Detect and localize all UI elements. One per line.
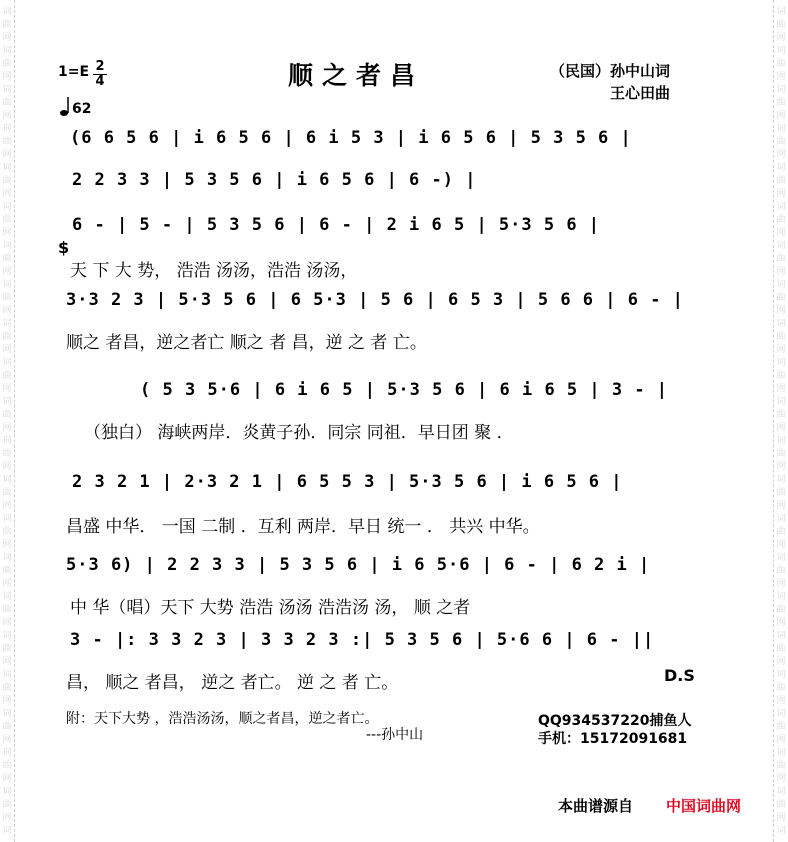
watermark-glyph: 曲 [2,410,12,420]
notation-line-5: ( 5 3 5·6 | 6 i 6 5 | 5·3 5 6 | 6 i 6 5 | 3 - | [140,380,669,400]
watermark-glyph: 词 [776,748,786,758]
lyric-line-6: 昌， 顺之 者昌， 逆之 者亡。 逆 之 者 亡。 [66,673,399,693]
watermark-glyph: 曲 [2,59,12,69]
lyric-line-4: 昌盛 中华． 一国 二制 ．互利 两岸．早日 统一 ． 共兴 中华。 [66,517,540,537]
watermark-glyph: 词 [776,280,786,290]
watermark-glyph: 曲 [2,176,12,186]
notation-line-7: 5·3 6) | 2 2 3 3 | 5 3 5 6 | i 6 5·6 | 6 - | 6 2 i | [66,555,651,575]
watermark-glyph: 网 [2,345,12,355]
watermark-glyph: 曲 [776,332,786,342]
watermark-glyph: 网 [2,657,12,667]
watermark-glyph: 网 [2,33,12,43]
watermark-glyph: 网 [776,111,786,121]
watermark-glyph: 网 [2,267,12,277]
source-label: 本曲谱源自 [558,797,634,815]
watermark-glyph: 曲 [2,20,12,30]
watermark-glyph: 词 [2,46,12,56]
watermark-glyph: 曲 [776,98,786,108]
watermark-glyph: 词 [2,241,12,251]
watermark-glyph: 词 [776,826,786,836]
qq-contact: QQ934537220捕鱼人 [538,713,692,729]
watermark-glyph: 曲 [2,137,12,147]
watermark-glyph: 词 [776,631,786,641]
watermark-glyph: 曲 [2,605,12,615]
lyric-line-2: 顺之 者昌，逆之者亡 顺之 者 昌，逆 之 者 亡。 [66,333,427,353]
watermark-glyph: 网 [776,618,786,628]
watermark-glyph: 网 [2,384,12,394]
segno-icon: $ [58,238,70,257]
watermark-glyph: 词 [2,553,12,563]
watermark-glyph: 曲 [776,59,786,69]
watermark-glyph: 词 [776,319,786,329]
watermark-glyph: 词 [2,787,12,797]
watermark-glyph: 网 [776,579,786,589]
watermark-glyph: 词 [2,397,12,407]
watermark-glyph: 网 [2,111,12,121]
watermark-glyph: 网 [776,735,786,745]
watermark-glyph: 网 [2,696,12,706]
watermark-glyph: 曲 [776,137,786,147]
watermark-glyph: 曲 [776,20,786,30]
watermark-glyph: 词 [2,163,12,173]
watermark-glyph: 网 [776,462,786,472]
watermark-glyph: 曲 [2,800,12,810]
watermark-glyph: 词 [776,475,786,485]
watermark-glyph: 词 [776,592,786,602]
appendix-note: 附：天下大势 ，浩浩汤汤，顺之者昌，逆之者亡。 [66,711,379,727]
watermark-glyph: 词 [2,475,12,485]
watermark-glyph: 词 [776,358,786,368]
watermark-glyph: 网 [776,306,786,316]
watermark-glyph: 词 [776,7,786,17]
watermark-glyph: 词 [776,553,786,563]
watermark-glyph: 曲 [2,98,12,108]
watermark-glyph: 网 [2,150,12,160]
phone-contact: 手机：15172091681 [538,731,688,747]
watermark-glyph: 曲 [776,410,786,420]
watermark-glyph: 词 [776,436,786,446]
watermark-glyph: 词 [776,709,786,719]
watermark-glyph: 曲 [776,488,786,498]
watermark-glyph: 曲 [776,761,786,771]
watermark-glyph: 曲 [776,176,786,186]
song-title: 顺之者昌 [288,61,425,90]
watermark-glyph: 网 [776,345,786,355]
appendix-attribution: ---孙中山 [366,727,424,743]
watermark-glyph: 网 [2,72,12,82]
watermark-glyph: 曲 [2,215,12,225]
watermark-glyph: 词 [2,124,12,134]
lyric-line-5: 中 华（唱）天下 大势 浩浩 汤汤 浩浩汤 汤， 顺 之者 [70,598,471,618]
watermark-glyph: 曲 [776,215,786,225]
watermark-glyph: 网 [776,72,786,82]
watermark-glyph: 网 [776,150,786,160]
watermark-glyph: 曲 [2,644,12,654]
watermark-glyph: 曲 [2,488,12,498]
watermark-glyph: 网 [2,501,12,511]
watermark-glyph: 曲 [776,254,786,264]
notation-line-8: 3 - |: 3 3 2 3 | 3 3 2 3 :| 5 3 5 6 | 5·6 6 | 6 - || [70,630,655,650]
watermark-glyph: 网 [776,189,786,199]
watermark-glyph: 词 [2,280,12,290]
watermark-glyph: 词 [2,85,12,95]
notation-line-4: 3·3 2 3 | 5·3 5 6 | 6 5·3 | 5 6 | 6 5 3 | 5 6 6 | 6 - | [66,290,684,310]
watermark-glyph: 网 [2,579,12,589]
watermark-glyph: 网 [776,774,786,784]
key-signature: 1=E [58,64,90,80]
watermark-glyph: 曲 [2,683,12,693]
lyric-line-1: 天 下 大 势， 浩浩 汤汤，浩浩 汤汤， [70,261,358,281]
watermark-glyph: 网 [776,267,786,277]
watermark-glyph: 网 [776,501,786,511]
tempo-value: 62 [72,101,92,117]
watermark-glyph: 词 [2,514,12,524]
watermark-glyph: 曲 [2,566,12,576]
watermark-glyph: 词 [776,85,786,95]
lyricist-credit: （民国）孙中山词 [550,62,671,80]
watermark-glyph: 曲 [776,644,786,654]
watermark-glyph: 词 [776,670,786,680]
notation-line-2: 2 2 3 3 | 5 3 5 6 | i 6 5 6 | 6 -) | [72,170,477,190]
watermark-glyph: 词 [776,46,786,56]
watermark-glyph: 词 [2,709,12,719]
watermark-glyph: 词 [2,670,12,680]
watermark-glyph: 网 [2,306,12,316]
watermark-glyph: 词 [2,436,12,446]
watermark-glyph: 词 [776,514,786,524]
watermark-glyph: 网 [2,423,12,433]
watermark-glyph: 曲 [776,527,786,537]
watermark-glyph: 曲 [776,566,786,576]
watermark-glyph: 词 [2,748,12,758]
time-signature-top: 2 [95,59,105,74]
watermark-glyph: 网 [776,33,786,43]
notation-line-3: 6 - | 5 - | 5 3 5 6 | 6 - | 2 i 6 5 | 5·3 5 6 | [72,215,601,235]
watermark-glyph: 网 [2,813,12,823]
watermark-glyph: 曲 [776,605,786,615]
time-signature-bottom: 4 [93,74,107,89]
watermark-glyph: 词 [2,7,12,17]
watermark-glyph: 词 [776,241,786,251]
watermark-glyph: 曲 [776,371,786,381]
watermark-glyph: 网 [776,657,786,667]
watermark-glyph: 词 [776,202,786,212]
watermark-glyph: 网 [2,618,12,628]
watermark-glyph: 曲 [776,722,786,732]
watermark-glyph: 网 [776,423,786,433]
watermark-glyph: 网 [776,813,786,823]
watermark-glyph: 网 [776,696,786,706]
notation-line-6: 2 3 2 1 | 2·3 2 1 | 6 5 5 3 | 5·3 5 6 | i 6 5 6 | [72,472,623,492]
watermark-glyph: 网 [2,189,12,199]
watermark-glyph: 词 [2,358,12,368]
watermark-glyph: 网 [2,228,12,238]
watermark-glyph: 词 [776,163,786,173]
watermark-glyph: 词 [2,319,12,329]
watermark-glyph: 曲 [2,761,12,771]
watermark-glyph: 曲 [2,722,12,732]
watermark-glyph: 网 [2,462,12,472]
watermark-glyph: 词 [776,397,786,407]
watermark-glyph: 曲 [2,371,12,381]
watermark-glyph: 网 [776,228,786,238]
watermark-glyph: 曲 [2,254,12,264]
watermark-glyph: 词 [2,826,12,836]
watermark-glyph: 词 [2,631,12,641]
watermark-glyph: 网 [776,384,786,394]
watermark-glyph: 曲 [776,293,786,303]
watermark-glyph: 曲 [2,332,12,342]
watermark-glyph: 曲 [776,800,786,810]
dal-segno-mark: D.S [664,666,695,685]
source-site-link[interactable]: 中国词曲网 [666,797,742,815]
watermark-glyph: 曲 [2,293,12,303]
watermark-glyph: 词 [776,787,786,797]
watermark-glyph: 词 [776,124,786,134]
watermark-glyph: 曲 [2,449,12,459]
watermark-glyph: 网 [776,540,786,550]
composer-credit: 王心田曲 [610,84,671,102]
watermark-glyph: 曲 [776,449,786,459]
notation-line-1: (6 6 5 6 | i 6 5 6 | 6 i 5 3 | i 6 5 6 | 5 3 5 6 | [70,128,632,148]
watermark-glyph: 曲 [2,527,12,537]
watermark-glyph: 曲 [776,683,786,693]
watermark-glyph: 网 [2,540,12,550]
watermark-glyph: 词 [2,202,12,212]
watermark-glyph: 网 [2,735,12,745]
watermark-glyph: 网 [2,774,12,784]
lyric-line-3: （独白） 海峡两岸．炎黄子孙．同宗 同祖．早日团 聚 ． [84,423,514,443]
watermark-glyph: 词 [2,592,12,602]
